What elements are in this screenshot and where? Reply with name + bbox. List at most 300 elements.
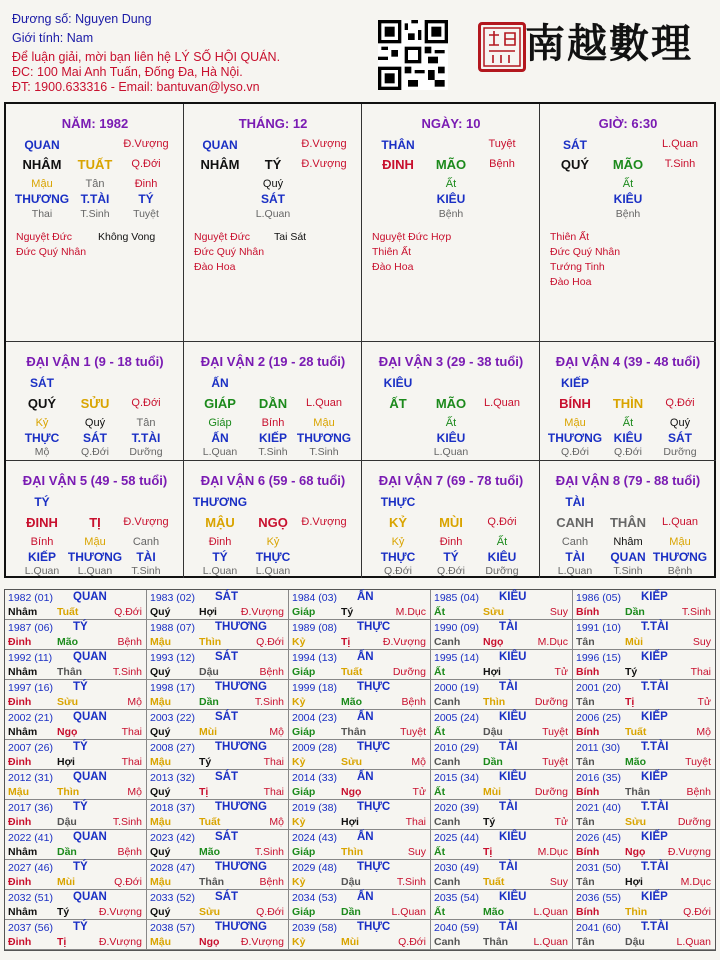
- year-stage: Bệnh: [259, 876, 284, 888]
- year-stem: Ất: [434, 906, 446, 918]
- stem-stage: Đ.Vượng: [301, 138, 347, 150]
- year-cell: [431, 710, 573, 740]
- year-branch: Hợi: [483, 666, 501, 678]
- year-stem: Nhâm: [8, 846, 38, 858]
- year-cell: [431, 590, 573, 620]
- year-label: 1998 (17): [150, 682, 195, 694]
- hidden-stage: Bệnh: [438, 208, 464, 220]
- branch-stage: Bệnh: [489, 158, 515, 170]
- hidden-stage: L.Quan: [255, 208, 291, 220]
- spirit-star: Thiên Ất: [372, 246, 412, 258]
- year-god: THỰC: [357, 741, 391, 753]
- year-god: THƯƠNG: [215, 681, 267, 693]
- luck-branch-stage: Q.Đới: [665, 397, 695, 409]
- hidden-god: KIÊU: [613, 192, 643, 206]
- year-stage: Tử: [554, 816, 568, 828]
- year-stage: L.Quan: [533, 936, 568, 948]
- year-cell: [289, 860, 431, 890]
- year-cell: [289, 680, 431, 710]
- year-stage: Đ.Vượng: [240, 606, 284, 618]
- hidden-stem: Giáp: [208, 417, 232, 429]
- luck-stem: ẤT: [389, 396, 407, 411]
- hidden-god: THỰC: [24, 431, 60, 445]
- spirit-star: Nguyệt Đức Hợp: [372, 231, 452, 243]
- year-stage: Bệnh: [686, 786, 711, 798]
- year-cell: [147, 590, 289, 620]
- spirit-star: Đào Hoa: [194, 261, 236, 273]
- hidden-god: THƯƠNG: [67, 550, 123, 564]
- year-god: T.TÀI: [641, 621, 669, 633]
- year-stem: Tân: [576, 696, 595, 708]
- hidden-stem: Canh: [132, 536, 160, 548]
- year-label: 2028 (47): [150, 862, 195, 874]
- year-god: SÁT: [215, 711, 238, 723]
- year-branch: Thân: [483, 936, 509, 948]
- year-cell: [431, 920, 573, 950]
- year-label: 2004 (23): [292, 712, 337, 724]
- year-stage: Tuyệt: [542, 756, 568, 768]
- year-stage: L.Quan: [533, 906, 568, 918]
- year-stem: Đinh: [8, 756, 32, 768]
- year-label: 1991 (10): [576, 622, 621, 634]
- year-label: 2001 (20): [576, 682, 621, 694]
- year-branch: Mùi: [341, 936, 360, 948]
- luck-stem: MẬU: [205, 515, 235, 530]
- year-stage: Thai: [121, 726, 142, 738]
- year-stage: Tuyệt: [685, 756, 711, 768]
- hidden-stem: Mậu: [313, 417, 335, 429]
- owner-line: Đương số: Nguyen Dung: [12, 12, 152, 26]
- stem-stage: L.Quan: [661, 138, 699, 150]
- year-branch: Tý: [57, 906, 70, 918]
- heavenly-stem: NHÂM: [22, 157, 62, 172]
- year-stem: Mậu: [150, 636, 171, 648]
- year-stage: Thai: [263, 786, 284, 798]
- year-stage: Thai: [121, 756, 142, 768]
- year-stem: Quý: [150, 726, 171, 738]
- year-label: 2035 (54): [434, 892, 479, 904]
- year-stem: Mậu: [150, 816, 171, 828]
- brand-logo: 南越數理: [525, 20, 693, 67]
- year-branch: Sửu: [199, 906, 221, 918]
- hidden-god: QUAN: [610, 550, 646, 564]
- luck-star: ẤN: [211, 376, 229, 390]
- year-cell: [573, 680, 715, 710]
- year-cell: [573, 860, 715, 890]
- hidden-god: KIÊU: [436, 431, 466, 445]
- year-cell: [431, 770, 573, 800]
- year-god: THỰC: [357, 681, 391, 693]
- spirit-star: Đào Hoa: [550, 276, 592, 288]
- year-cell: [289, 920, 431, 950]
- hidden-god: KIÊU: [613, 431, 643, 445]
- year-god: THỰC: [357, 921, 391, 933]
- year-branch: Tị: [483, 846, 493, 858]
- year-branch: Sửu: [57, 696, 79, 708]
- luck-title: ĐẠI VẬN 6 (59 - 68 tuổi): [200, 473, 346, 488]
- hidden-god: THỰC: [255, 550, 291, 564]
- year-stage: L.Quan: [676, 936, 711, 948]
- year-branch: Mão: [483, 906, 504, 918]
- year-stage: Đ.Vượng: [240, 936, 284, 948]
- hidden-stem: Ất: [622, 417, 634, 429]
- year-stage: Dưỡng: [534, 786, 568, 798]
- year-god: QUAN: [73, 831, 107, 843]
- year-label: 1983 (02): [150, 592, 195, 604]
- year-god: KIÊU: [499, 831, 527, 843]
- year-god: T.TÀI: [641, 681, 669, 693]
- year-stage: Thai: [690, 666, 711, 678]
- year-cell: [573, 650, 715, 680]
- hidden-god: SÁT: [83, 431, 107, 445]
- year-branch: Ngọ: [625, 846, 646, 858]
- year-label: 2008 (27): [150, 742, 195, 754]
- year-god: TÝ: [73, 741, 88, 753]
- year-label: 2029 (48): [292, 862, 337, 874]
- luck-stem: GIÁP: [204, 396, 236, 411]
- hidden-stage: L.Quan: [255, 565, 291, 577]
- year-branch: Tý: [625, 666, 638, 678]
- year-stem: Kỷ: [292, 816, 306, 828]
- year-cell: [573, 830, 715, 860]
- pillar-title: THÁNG: 12: [238, 116, 308, 131]
- year-cell: [573, 710, 715, 740]
- year-stage: Mộ: [269, 816, 284, 828]
- year-god: THỰC: [357, 861, 391, 873]
- hidden-stem: Kỷ: [266, 536, 280, 548]
- year-label: 2019 (38): [292, 802, 337, 814]
- year-stem: Ất: [434, 786, 446, 798]
- hidden-stage: L.Quan: [202, 446, 238, 458]
- spirit-star: Đức Quý Nhân: [550, 246, 621, 258]
- year-god: T.TÀI: [641, 741, 669, 753]
- year-cell: [573, 890, 715, 920]
- year-cell: [5, 710, 147, 740]
- year-stem: Bính: [576, 666, 600, 678]
- year-stem: Tân: [576, 876, 595, 888]
- year-branch: Hợi: [199, 606, 217, 618]
- year-god: QUAN: [73, 891, 107, 903]
- year-branch: Dần: [341, 906, 361, 918]
- hidden-stage: Thai: [31, 208, 53, 220]
- hidden-stage: T.Sinh: [131, 565, 161, 577]
- hidden-god: KIẾP: [27, 550, 57, 564]
- year-stage: Dưỡng: [677, 816, 711, 828]
- year-cell: [431, 650, 573, 680]
- year-label: 2018 (37): [150, 802, 195, 814]
- year-label: 2016 (35): [576, 772, 621, 784]
- year-stage: T.Sinh: [254, 696, 284, 708]
- year-stem: Đinh: [8, 636, 32, 648]
- hidden-stage: Mộ: [34, 446, 50, 458]
- year-stage: Suy: [549, 606, 568, 618]
- hidden-god: TÝ: [138, 192, 154, 206]
- year-cell: [289, 710, 431, 740]
- year-branch: Tị: [341, 636, 351, 648]
- year-branch: Dậu: [625, 936, 645, 948]
- hidden-god: TÝ: [443, 550, 459, 564]
- hidden-stage: Q.Đới: [561, 446, 589, 458]
- year-stem: Bính: [576, 786, 600, 798]
- luck-star: THƯƠNG: [192, 495, 248, 509]
- year-stem: Nhâm: [8, 726, 38, 738]
- hidden-stem: Quý: [262, 178, 284, 190]
- spirit-star: Nguyệt Đức: [16, 231, 73, 243]
- year-label: 2031 (50): [576, 862, 621, 874]
- hidden-stage: L.Quan: [202, 565, 238, 577]
- year-god: TÝ: [73, 921, 88, 933]
- year-label: 2036 (55): [576, 892, 621, 904]
- year-label: 2020 (39): [434, 802, 479, 814]
- spirit-star: Thiên Ất: [550, 231, 590, 243]
- luck-branch: THÂN: [609, 515, 647, 530]
- hidden-stem: Bính: [261, 417, 285, 429]
- year-stem: Ất: [434, 666, 446, 678]
- year-branch: Mão: [625, 756, 646, 768]
- year-cell: [573, 920, 715, 950]
- year-god: THƯƠNG: [215, 741, 267, 753]
- year-cell: [431, 740, 573, 770]
- year-label: 2021 (40): [576, 802, 621, 814]
- hidden-god: TÀI: [136, 550, 156, 564]
- hidden-stage: Dưỡng: [129, 446, 163, 458]
- year-stem: Mậu: [150, 936, 171, 948]
- year-stage: Đ.Vượng: [98, 936, 142, 948]
- hidden-stage: T.Sinh: [80, 208, 110, 220]
- hidden-stem: Quý: [669, 417, 691, 429]
- year-god: T.TÀI: [641, 921, 669, 933]
- year-stem: Quý: [150, 906, 171, 918]
- luck-branch: TỊ: [89, 515, 101, 530]
- luck-branch: DẦN: [258, 396, 288, 411]
- luck-branch-stage: L.Quan: [661, 516, 699, 528]
- hidden-god: TÝ: [212, 550, 228, 564]
- year-stem: Kỷ: [292, 756, 306, 768]
- year-stage: M.Dục: [537, 636, 568, 648]
- year-stage: Q.Đới: [256, 906, 284, 918]
- year-stage: T.Sinh: [254, 846, 284, 858]
- year-stem: Canh: [434, 636, 461, 648]
- year-god: QUAN: [73, 771, 107, 783]
- year-label: 2012 (31): [8, 772, 53, 784]
- year-label: 1994 (13): [292, 652, 337, 664]
- year-branch: Dậu: [199, 666, 219, 678]
- hidden-stage: Bệnh: [615, 208, 641, 220]
- year-label: 2025 (44): [434, 832, 479, 844]
- hidden-stem: Mậu: [564, 417, 586, 429]
- year-stem: Đinh: [8, 936, 32, 948]
- year-branch: Tị: [199, 786, 209, 798]
- luck-branch-stage: Q.Đới: [487, 516, 517, 528]
- year-stage: Q.Đới: [683, 906, 711, 918]
- hidden-stem: Tân: [136, 417, 156, 429]
- year-branch: Dần: [199, 696, 219, 708]
- year-stage: Đ.Vượng: [667, 846, 711, 858]
- stem-stage: Đ.Vượng: [123, 138, 169, 150]
- year-stage: M.Dục: [395, 606, 426, 618]
- year-label: 2002 (21): [8, 712, 53, 724]
- year-branch: Mão: [57, 636, 78, 648]
- hidden-stage: Bệnh: [667, 565, 693, 577]
- year-stem: Bính: [576, 606, 600, 618]
- year-cell: [289, 740, 431, 770]
- luck-star: THỰC: [380, 495, 416, 509]
- year-stem: Ất: [434, 726, 446, 738]
- year-stem: Giáp: [292, 726, 316, 738]
- year-label: 2041 (60): [576, 922, 621, 934]
- year-god: KIÊU: [499, 891, 527, 903]
- year-label: 1990 (09): [434, 622, 479, 634]
- year-stage: Suy: [692, 636, 711, 648]
- year-cell: [289, 590, 431, 620]
- year-stage: Mộ: [269, 726, 284, 738]
- year-god: THƯƠNG: [215, 861, 267, 873]
- luck-title: ĐẠI VẬN 5 (49 - 58 tuổi): [22, 473, 168, 488]
- year-label: 2010 (29): [434, 742, 479, 754]
- luck-branch: MÃO: [435, 396, 467, 411]
- pillar-title: GIỜ: 6:30: [598, 116, 658, 131]
- year-label: 1993 (12): [150, 652, 195, 664]
- hidden-stage: L.Quan: [557, 565, 593, 577]
- year-stem: Canh: [434, 876, 461, 888]
- hidden-god: KIẾP: [258, 431, 288, 445]
- luck-star: TÀI: [565, 495, 585, 509]
- year-label: 2009 (28): [292, 742, 337, 754]
- year-branch: Sửu: [341, 756, 363, 768]
- year-god: KIÊU: [499, 591, 527, 603]
- year-cell: [289, 800, 431, 830]
- year-label: 2015 (34): [434, 772, 479, 784]
- year-stage: Mộ: [696, 726, 711, 738]
- hidden-god: ẤN: [211, 431, 229, 445]
- year-stem: Quý: [150, 846, 171, 858]
- year-stage: Mộ: [411, 756, 426, 768]
- year-label: 2033 (52): [150, 892, 195, 904]
- year-label: 2039 (58): [292, 922, 337, 934]
- year-god: QUAN: [73, 711, 107, 723]
- luck-branch-stage: L.Quan: [483, 397, 521, 409]
- year-stem: Quý: [150, 786, 171, 798]
- year-stem: Tân: [576, 936, 595, 948]
- year-cell: [147, 710, 289, 740]
- annual-table: [4, 589, 716, 951]
- qr-code-icon[interactable]: [378, 20, 448, 90]
- year-god: SÁT: [215, 771, 238, 783]
- year-god: KIẾP: [641, 831, 668, 843]
- heavenly-stem: NHÂM: [200, 157, 240, 172]
- hidden-stem: Mậu: [84, 536, 106, 548]
- hidden-stem: Đinh: [208, 536, 232, 548]
- year-stage: Đ.Vượng: [382, 636, 426, 648]
- hidden-god: TÀI: [565, 550, 585, 564]
- earthly-branch: TÝ: [264, 157, 282, 172]
- year-stem: Tân: [576, 636, 595, 648]
- year-cell: [147, 890, 289, 920]
- hidden-stage: Q.Đới: [437, 565, 465, 577]
- luck-branch-stage: Đ.Vượng: [301, 516, 347, 528]
- year-god: ẤN: [357, 831, 374, 843]
- year-branch: Dần: [483, 756, 503, 768]
- luck-title: ĐẠI VẬN 2 (19 - 28 tuổi): [200, 354, 346, 369]
- year-branch: Dần: [57, 846, 77, 858]
- hidden-stem: Mậu: [31, 178, 53, 190]
- year-stage: Thai: [405, 816, 426, 828]
- year-label: 2037 (56): [8, 922, 53, 934]
- year-branch: Thân: [57, 666, 83, 678]
- year-god: TÀI: [499, 621, 518, 633]
- year-branch: Thìn: [57, 786, 80, 798]
- year-label: 1997 (16): [8, 682, 53, 694]
- year-branch: Dậu: [483, 726, 503, 738]
- year-stage: T.Sinh: [681, 606, 711, 618]
- hidden-stem: Canh: [561, 536, 589, 548]
- hidden-god: T.TÀI: [80, 192, 110, 206]
- spirit-star: Tai Sát: [274, 231, 307, 243]
- year-god: ẤN: [357, 711, 374, 723]
- year-stem: Canh: [434, 816, 461, 828]
- hidden-stage: Tuyệt: [133, 208, 159, 220]
- hidden-stem: Nhâm: [613, 536, 643, 548]
- hidden-god: KIÊU: [436, 192, 466, 206]
- year-label: 2005 (24): [434, 712, 479, 724]
- year-label: 1982 (01): [8, 592, 53, 604]
- year-branch: Tuất: [483, 876, 505, 888]
- year-cell: [573, 740, 715, 770]
- year-cell: [5, 830, 147, 860]
- year-label: 2023 (42): [150, 832, 195, 844]
- year-cell: [431, 680, 573, 710]
- year-branch: Tuất: [199, 816, 221, 828]
- year-stage: Bệnh: [117, 636, 142, 648]
- luck-branch: SỬU: [80, 396, 110, 411]
- spirit-star: Đào Hoa: [372, 261, 414, 273]
- hidden-stage: Q.Đới: [614, 446, 642, 458]
- year-cell: [5, 620, 147, 650]
- year-label: 1995 (14): [434, 652, 479, 664]
- luck-branch: NGỌ: [258, 515, 288, 530]
- year-stem: Mậu: [150, 876, 171, 888]
- year-god: TÝ: [73, 861, 88, 873]
- year-branch: Mão: [341, 696, 362, 708]
- year-stem: Đinh: [8, 876, 32, 888]
- year-cell: [5, 890, 147, 920]
- year-stem: Mậu: [150, 696, 171, 708]
- luck-title: ĐẠI VẬN 4 (39 - 48 tuổi): [555, 354, 701, 369]
- year-stage: T.Sinh: [396, 876, 426, 888]
- year-stem: Quý: [150, 606, 171, 618]
- hidden-god: KIÊU: [487, 550, 517, 564]
- year-stem: Mậu: [150, 756, 171, 768]
- year-label: 2027 (46): [8, 862, 53, 874]
- hidden-stage: T.Sinh: [613, 565, 643, 577]
- year-stem: Bính: [576, 906, 600, 918]
- year-god: KIÊU: [499, 771, 527, 783]
- spirit-star: Đức Quý Nhân: [16, 246, 87, 258]
- year-stage: L.Quan: [391, 906, 426, 918]
- hidden-stem: Kỷ: [391, 536, 405, 548]
- year-stem: Mậu: [8, 786, 29, 798]
- branch-stage: T.Sinh: [664, 158, 696, 170]
- year-god: TÀI: [499, 681, 518, 693]
- chart-grid: [4, 102, 716, 578]
- year-branch: Mùi: [625, 636, 644, 648]
- year-god: SÁT: [215, 891, 238, 903]
- year-branch: Tị: [625, 696, 635, 708]
- year-branch: Hợi: [57, 756, 75, 768]
- year-cell: [573, 800, 715, 830]
- luck-branch: THÌN: [612, 396, 644, 411]
- year-god: SÁT: [215, 831, 238, 843]
